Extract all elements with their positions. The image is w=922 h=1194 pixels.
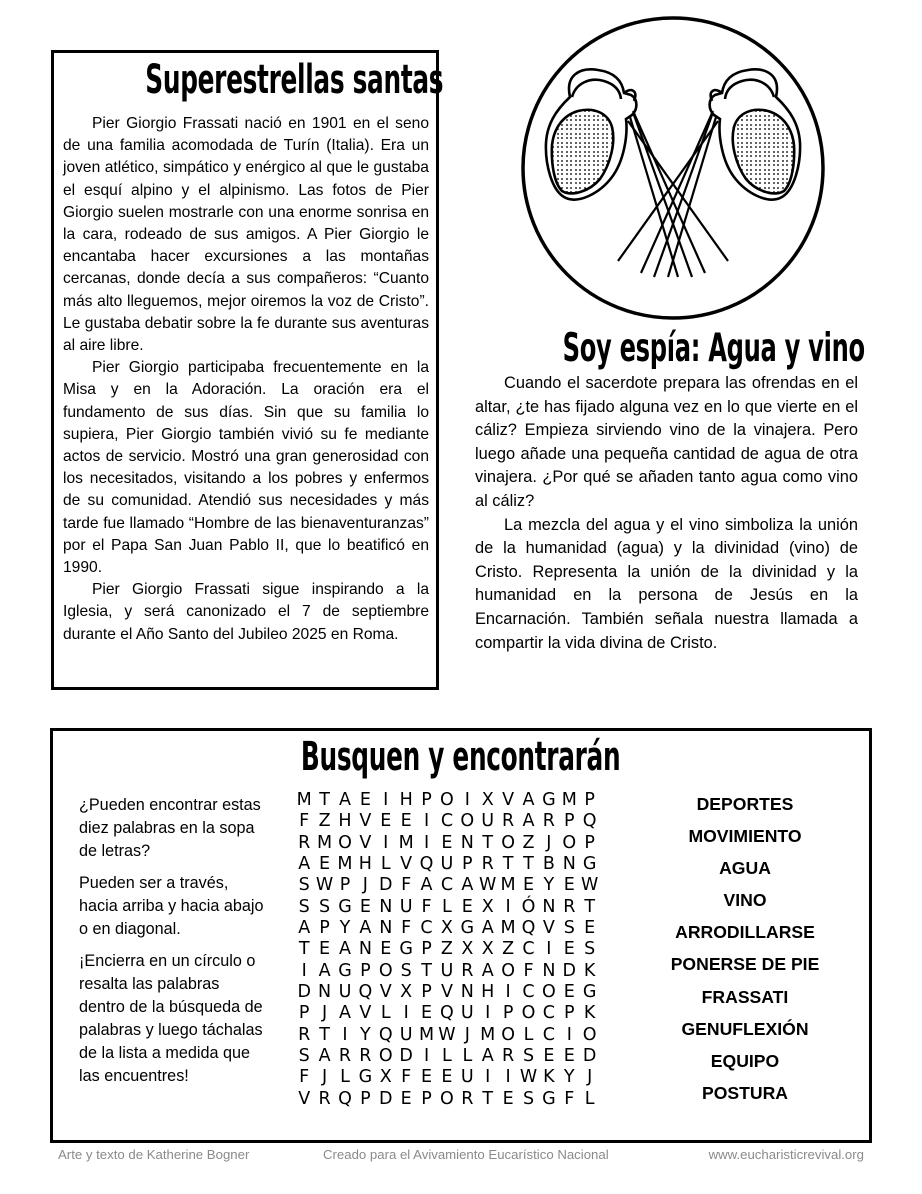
grid-letter[interactable]: I xyxy=(423,832,430,853)
grid-letter[interactable]: L xyxy=(442,1046,452,1067)
grid-letter[interactable]: Y xyxy=(339,918,351,939)
grid-letter[interactable]: K xyxy=(583,960,596,981)
grid-letter[interactable]: T xyxy=(298,939,310,960)
grid-letter[interactable]: P xyxy=(584,832,595,853)
saint-paragraph: Pier Giorgio participaba frecuentemente en la Misa y en la Adoración. La oración era el fundamento de sus días. Sin que su familia lo supiera, Pier Giorgio también vivió su fe mediante actos de servicio. Mostró una gran generosidad con los necesitados, visitando a los pobres y enfermos de su comunidad. Atendió sus necesidades y más tarde fue llamado “Hombre de las bienaventuranzas” por el Papa San Juan Pablo II, que lo beatificó en 1990. xyxy=(63,359,429,577)
grid-letter[interactable]: P xyxy=(502,1003,514,1024)
grid-letter[interactable]: X xyxy=(400,982,413,1003)
grid-letter[interactable]: O xyxy=(582,1024,597,1045)
grid-letter[interactable]: G xyxy=(460,918,475,939)
grid-letter[interactable]: V xyxy=(379,982,392,1003)
grid-letter[interactable]: M xyxy=(296,790,312,810)
grid-letter[interactable]: P xyxy=(421,1088,432,1109)
grid-letter[interactable]: X xyxy=(481,790,494,810)
grid-letter[interactable]: I xyxy=(383,790,389,810)
grid-letter[interactable]: E xyxy=(522,875,535,896)
grid-letter[interactable]: S xyxy=(298,875,310,896)
grid-letter[interactable]: N xyxy=(460,832,474,853)
grid-letter[interactable]: G xyxy=(542,790,556,810)
grid-letter[interactable]: E xyxy=(502,1088,514,1109)
footer-url: www.eucharisticrevival.org xyxy=(708,1147,864,1162)
grid-letter[interactable]: X xyxy=(481,939,494,960)
grid-letter[interactable]: G xyxy=(358,1067,373,1088)
grid-row xyxy=(294,961,600,982)
grid-letter[interactable]: O xyxy=(378,960,393,981)
grid-letter[interactable]: A xyxy=(359,918,372,939)
grid-letter[interactable]: R xyxy=(502,811,515,832)
grid-letter[interactable]: I xyxy=(403,1003,409,1024)
grid-letter[interactable]: I xyxy=(342,1024,348,1045)
grid-letter[interactable]: W xyxy=(315,875,334,896)
grid-letter[interactable]: I xyxy=(423,1046,430,1067)
grid-letter[interactable]: J xyxy=(546,832,552,853)
grid-letter[interactable]: N xyxy=(379,918,393,939)
word-list-item: MOVIMIENTO xyxy=(688,826,802,847)
grid-letter[interactable]: A xyxy=(338,939,351,960)
grid-letter[interactable]: S xyxy=(319,896,331,917)
grid-letter[interactable]: N xyxy=(542,960,556,981)
grid-letter[interactable]: P xyxy=(298,1003,310,1024)
grid-letter[interactable]: T xyxy=(502,854,514,875)
grid-letter[interactable]: A xyxy=(481,960,494,981)
grid-letter[interactable]: R xyxy=(502,1046,515,1067)
grid-letter[interactable]: D xyxy=(379,875,393,896)
spy-article-title: Soy espía: Agua y vino xyxy=(562,326,865,371)
grid-letter[interactable]: A xyxy=(420,875,433,896)
grid-letter[interactable]: S xyxy=(522,1088,535,1109)
grid-row xyxy=(294,1046,600,1067)
grid-row xyxy=(294,1067,600,1088)
grid-row xyxy=(294,811,600,832)
grid-letter[interactable]: X xyxy=(481,896,494,917)
grid-letter[interactable]: R xyxy=(359,1046,372,1067)
grid-letter[interactable]: M xyxy=(317,832,333,853)
grid-letter[interactable]: P xyxy=(462,854,473,875)
saint-article-body xyxy=(63,113,429,646)
word-list-item: AGUA xyxy=(719,858,771,879)
grid-letter[interactable]: E xyxy=(421,1003,433,1024)
grid-row xyxy=(294,833,600,854)
word-list-item: GENUFLEXIÓN xyxy=(681,1018,809,1039)
grid-letter[interactable]: T xyxy=(319,1024,330,1045)
grid-letter[interactable]: O xyxy=(440,1088,454,1109)
footer-created: Creado para el Avivamiento Eucarístico Nacional xyxy=(323,1147,609,1162)
grid-letter[interactable]: O xyxy=(440,790,454,810)
grid-letter[interactable]: P xyxy=(563,1003,575,1024)
grid-letter[interactable]: I xyxy=(505,982,511,1003)
grid-letter[interactable]: R xyxy=(563,896,576,917)
grid-letter[interactable]: F xyxy=(401,918,412,939)
word-list-item: POSTURA xyxy=(701,1082,789,1103)
grid-letter[interactable]: J xyxy=(322,1003,328,1024)
grid-letter[interactable]: W xyxy=(581,875,599,896)
grid-letter[interactable]: G xyxy=(542,1088,556,1109)
grid-letter[interactable]: A xyxy=(338,790,351,810)
grid-letter[interactable]: X xyxy=(379,1067,392,1088)
grid-letter[interactable]: L xyxy=(380,1003,391,1024)
grid-letter[interactable]: H xyxy=(358,854,372,875)
spy-article-body xyxy=(475,372,858,655)
grid-letter[interactable]: Y xyxy=(360,1024,371,1045)
grid-letter[interactable]: M xyxy=(398,832,414,853)
grid-letter[interactable]: Z xyxy=(502,939,515,960)
grid-letter[interactable]: J xyxy=(464,1024,470,1045)
grid-letter[interactable]: P xyxy=(421,939,432,960)
grid-letter[interactable]: N xyxy=(460,982,474,1003)
grid-letter[interactable]: T xyxy=(482,832,494,853)
grid-letter[interactable]: N xyxy=(562,854,576,875)
grid-letter[interactable]: C xyxy=(440,875,454,896)
grid-letter[interactable]: E xyxy=(400,811,412,832)
grid-letter[interactable]: P xyxy=(421,982,432,1003)
grid-letter[interactable]: R xyxy=(481,854,494,875)
grid-letter[interactable]: D xyxy=(582,1046,597,1067)
grid-letter[interactable]: D xyxy=(379,1088,393,1109)
grid-letter[interactable]: E xyxy=(441,832,453,853)
word-search-instructions xyxy=(79,794,269,1097)
grid-letter[interactable]: L xyxy=(380,854,391,875)
grid-row xyxy=(294,1003,600,1024)
grid-letter[interactable]: E xyxy=(584,918,596,939)
grid-letter[interactable]: H xyxy=(481,982,495,1003)
grid-row xyxy=(294,854,600,875)
word-list xyxy=(645,788,845,1109)
grid-letter[interactable]: I xyxy=(383,832,389,853)
grid-letter[interactable]: Z xyxy=(522,832,535,853)
grid-letter[interactable]: Z xyxy=(440,939,453,960)
grid-letter[interactable]: V xyxy=(359,811,372,832)
instruction-text: Pueden ser a través, hacia arriba y hacia abajo o en diagonal. xyxy=(79,874,264,938)
grid-letter[interactable]: P xyxy=(360,1088,371,1109)
grid-letter[interactable]: Ó xyxy=(521,896,536,917)
grid-letter[interactable]: E xyxy=(380,811,392,832)
grid-letter[interactable]: I xyxy=(423,811,430,832)
grid-letter[interactable]: E xyxy=(421,1067,433,1088)
instruction-text: ¡Encierra en un círculo o resalta las palabras dentro de la búsqueda de palabras y luego táchalas de la lista a medida que las encuentres! xyxy=(79,952,263,1085)
grid-letter[interactable]: L xyxy=(523,1024,534,1045)
grid-letter[interactable]: A xyxy=(318,960,331,981)
grid-letter[interactable]: E xyxy=(563,982,575,1003)
grid-letter[interactable]: Q xyxy=(378,1024,393,1045)
grid-letter[interactable]: M xyxy=(480,1024,496,1045)
grid-letter[interactable]: E xyxy=(441,1067,453,1088)
grid-letter[interactable]: I xyxy=(485,1067,491,1088)
word-search-title: Busquen y encontrarán xyxy=(301,734,621,780)
spy-paragraph: Cuando el sacerdote prepara las ofrendas en el altar, ¿te has fijado alguna vez en lo que vierte en el cáliz? Empieza sirviendo vino de la vinajera. Pero luego añade una pequeña cantidad de agua de otra vinajera. ¿Por qué se añaden tanto agua como vino al cáliz? xyxy=(475,374,858,510)
letter-grid xyxy=(294,790,600,1110)
grid-letter[interactable]: J xyxy=(362,875,368,896)
grid-row xyxy=(294,982,600,1003)
grid-letter[interactable]: Q xyxy=(582,811,597,832)
grid-letter[interactable]: A xyxy=(522,811,535,832)
grid-letter[interactable]: Q xyxy=(521,918,536,939)
grid-letter[interactable]: S xyxy=(522,1046,535,1067)
grid-letter[interactable]: S xyxy=(298,1046,310,1067)
grid-letter[interactable]: B xyxy=(542,854,555,875)
word-list-item: FRASSATI xyxy=(701,986,789,1007)
grid-letter[interactable]: F xyxy=(299,811,310,832)
grid-letter[interactable]: O xyxy=(460,811,475,832)
grid-letter[interactable]: E xyxy=(563,875,575,896)
grid-letter[interactable]: E xyxy=(380,939,392,960)
grid-letter[interactable]: V xyxy=(359,832,372,853)
grid-letter[interactable]: V xyxy=(440,982,453,1003)
grid-letter[interactable]: A xyxy=(461,875,474,896)
grid-letter[interactable]: V xyxy=(542,918,555,939)
grid-letter[interactable]: U xyxy=(460,1003,474,1024)
word-list-item: DEPORTES xyxy=(696,794,794,814)
grid-letter[interactable]: M xyxy=(561,790,577,810)
grid-letter[interactable]: L xyxy=(462,1046,473,1067)
saint-paragraph: Pier Giorgio Frassati nació en 1901 en el seno de una familia acomodada de Turín (Italia). Era un joven atlético, simpático y enérgico al que le gustaba el esquí alpino y el alpinismo. Las fotos de Pier Giorgio suelen mostrarle con una enorme sonrisa en la cara, rodeado de sus amigos. A Pier Giorgio le encantaba hacer excursiones a las montañas cercanas, donde decía a sus compañeros: “Cuanto más alto lleguemos, mejor oiremos la voz de Cristo”. Le gustaba debatir sobre la fe durante sus aventuras al aire libre. xyxy=(63,115,429,355)
grid-row xyxy=(294,1089,600,1110)
grid-letter[interactable]: I xyxy=(485,1003,491,1024)
grid-letter[interactable]: C xyxy=(542,1003,555,1024)
grid-letter[interactable]: D xyxy=(297,982,311,1003)
grid-letter[interactable]: E xyxy=(400,1088,412,1109)
grid-letter[interactable]: H xyxy=(399,790,413,810)
grid-letter[interactable]: F xyxy=(564,1088,575,1109)
grid-letter[interactable]: G xyxy=(582,982,597,1003)
grid-letter[interactable]: P xyxy=(339,875,351,896)
grid-row xyxy=(294,939,600,960)
grid-row xyxy=(294,897,600,918)
grid-letter[interactable]: W xyxy=(519,1067,538,1088)
grid-letter[interactable]: N xyxy=(542,896,556,917)
word-list-item: EQUIPO xyxy=(710,1050,780,1071)
grid-letter[interactable]: T xyxy=(319,790,330,810)
grid-letter[interactable]: E xyxy=(359,790,371,810)
footer-credit: Arte y texto de Katherine Bogner xyxy=(58,1147,250,1162)
grid-letter[interactable]: G xyxy=(338,896,352,917)
saint-article-box xyxy=(51,50,444,690)
grid-letter[interactable]: S xyxy=(563,918,575,939)
saint-article-title: Superestrellas santas xyxy=(145,57,444,103)
grid-letter[interactable]: S xyxy=(584,939,596,960)
grid-letter[interactable]: X xyxy=(461,939,474,960)
grid-letter[interactable]: U xyxy=(460,1067,474,1088)
grid-letter[interactable]: O xyxy=(562,832,577,853)
grid-letter[interactable]: A xyxy=(298,918,311,939)
grid-letter[interactable]: H xyxy=(338,811,352,832)
grid-letter[interactable]: U xyxy=(399,1024,413,1045)
grid-letter[interactable]: M xyxy=(500,918,516,939)
grid-letter[interactable]: I xyxy=(546,939,552,960)
grid-letter[interactable]: J xyxy=(587,1067,593,1088)
grid-letter[interactable]: Q xyxy=(338,1088,352,1109)
grid-letter[interactable]: I xyxy=(505,1067,511,1088)
grid-letter[interactable]: O xyxy=(338,832,352,853)
grid-letter[interactable]: F xyxy=(299,1067,310,1088)
grid-letter[interactable]: A xyxy=(298,854,311,875)
grid-letter[interactable]: P xyxy=(584,790,595,810)
saint-paragraph: Pier Giorgio Frassati sigue inspirando a la Iglesia, y será canonizado el 7 de septiembre durante el Año Santo del Jubileo 2025 en Roma. xyxy=(63,581,429,643)
grid-letter[interactable]: C xyxy=(440,811,454,832)
grid-letter[interactable]: J xyxy=(322,1067,328,1088)
grid-letter[interactable]: P xyxy=(360,960,371,981)
grid-letter[interactable]: T xyxy=(482,1088,494,1109)
grid-letter[interactable]: T xyxy=(523,854,534,875)
grid-letter[interactable]: F xyxy=(523,960,534,981)
grid-letter[interactable]: I xyxy=(464,790,470,810)
grid-letter[interactable]: P xyxy=(319,918,330,939)
grid-letter[interactable]: C xyxy=(522,982,535,1003)
grid-letter[interactable]: T xyxy=(421,960,432,981)
grid-letter[interactable]: F xyxy=(401,875,412,896)
grid-letter[interactable]: K xyxy=(583,1003,596,1024)
grid-letter[interactable]: K xyxy=(543,1067,555,1088)
grid-letter[interactable]: D xyxy=(399,1046,413,1067)
grid-letter[interactable]: E xyxy=(461,896,473,917)
grid-letter[interactable]: G xyxy=(338,960,352,981)
grid-letter[interactable]: F xyxy=(421,896,432,917)
grid-letter[interactable]: R xyxy=(298,832,311,853)
grid-letter[interactable]: M xyxy=(500,875,516,896)
grid-row xyxy=(294,918,600,939)
grid-row xyxy=(294,790,600,811)
word-search-box xyxy=(50,728,872,1143)
grid-letter[interactable]: L xyxy=(442,896,452,917)
grid-letter[interactable]: C xyxy=(420,918,433,939)
grid-letter[interactable]: Q xyxy=(419,854,434,875)
grid-letter[interactable]: R xyxy=(542,811,555,832)
grid-letter[interactable]: I xyxy=(505,896,511,917)
grid-letter[interactable]: N xyxy=(318,982,332,1003)
grid-letter[interactable]: Y xyxy=(563,1067,575,1088)
grid-letter[interactable]: T xyxy=(584,896,596,917)
grid-letter[interactable]: V xyxy=(298,1088,311,1109)
grid-letter[interactable]: O xyxy=(541,982,556,1003)
grid-letter[interactable]: M xyxy=(337,854,353,875)
grid-letter[interactable]: L xyxy=(340,1067,350,1088)
grid-letter[interactable]: Q xyxy=(358,982,373,1003)
grid-letter[interactable]: E xyxy=(359,896,371,917)
grid-letter[interactable]: Q xyxy=(440,1003,454,1024)
grid-letter[interactable]: L xyxy=(584,1088,595,1109)
grid-letter[interactable]: Z xyxy=(318,811,331,832)
grid-row xyxy=(294,875,600,896)
grid-letter[interactable]: O xyxy=(521,1003,536,1024)
grid-letter[interactable]: I xyxy=(301,960,307,981)
grid-letter[interactable]: G xyxy=(582,854,597,875)
word-list-item: PONERSE DE PIE xyxy=(670,954,820,975)
grid-letter[interactable]: F xyxy=(401,1067,412,1088)
footer xyxy=(58,1147,864,1167)
grid-letter[interactable]: A xyxy=(318,1046,331,1067)
grid-letter[interactable]: O xyxy=(501,832,515,853)
grid-row xyxy=(294,1025,600,1046)
grid-letter[interactable]: R xyxy=(318,1088,331,1109)
grid-letter[interactable]: R xyxy=(461,1088,474,1109)
grid-letter[interactable]: E xyxy=(563,1046,575,1067)
grid-letter[interactable]: E xyxy=(319,854,331,875)
spy-paragraph: La mezcla del agua y el vino simboliza la unión de la humanidad (agua) y la divinidad (vino) de Cristo. Representa la unión de la divinidad y la humanidad en la persona de Jesús en la Encarnación. También señala nuestra llamada a compartir la vida divina de Cristo. xyxy=(475,515,858,652)
grid-letter[interactable]: Y xyxy=(543,875,555,896)
grid-letter[interactable]: V xyxy=(359,1003,372,1024)
grid-letter[interactable]: D xyxy=(562,960,577,981)
grid-letter[interactable]: N xyxy=(379,896,393,917)
grid-letter[interactable]: O xyxy=(501,960,515,981)
grid-letter[interactable]: M xyxy=(418,1024,435,1045)
grid-letter[interactable]: E xyxy=(319,939,331,960)
grid-letter[interactable]: A xyxy=(481,918,494,939)
grid-letter[interactable]: S xyxy=(298,896,310,917)
grid-letter[interactable]: W xyxy=(479,875,497,896)
grid-letter[interactable]: P xyxy=(421,790,432,810)
grid-letter[interactable]: U xyxy=(481,811,495,832)
grid-letter[interactable]: E xyxy=(543,1046,555,1067)
grid-letter[interactable]: A xyxy=(338,1003,351,1024)
grid-letter[interactable]: W xyxy=(438,1024,456,1045)
grid-letter[interactable]: A xyxy=(522,790,535,810)
grid-letter[interactable]: G xyxy=(399,939,413,960)
grid-letter[interactable]: U xyxy=(338,982,352,1003)
grid-letter[interactable]: C xyxy=(522,939,535,960)
grid-letter[interactable]: U xyxy=(399,896,413,917)
grid-letter[interactable]: N xyxy=(358,939,372,960)
grid-letter[interactable]: U xyxy=(440,960,454,981)
grid-letter[interactable]: U xyxy=(440,854,454,875)
grid-letter[interactable]: S xyxy=(400,960,412,981)
grid-letter[interactable]: V xyxy=(502,790,515,810)
instruction-text: ¿Pueden encontrar estas diez palabras en la sopa de letras? xyxy=(79,796,261,860)
word-list-item: VINO xyxy=(723,890,767,911)
cruets-illustration xyxy=(520,15,826,321)
grid-letter[interactable]: P xyxy=(563,811,575,832)
grid-letter[interactable]: O xyxy=(378,1046,393,1067)
grid-letter[interactable]: R xyxy=(461,960,474,981)
grid-letter[interactable]: R xyxy=(298,1024,311,1045)
word-list-item: ARRODILLARSE xyxy=(675,922,815,943)
grid-letter[interactable]: R xyxy=(338,1046,352,1067)
grid-letter[interactable]: O xyxy=(501,1024,515,1045)
grid-letter[interactable]: E xyxy=(563,939,575,960)
grid-letter[interactable]: I xyxy=(566,1024,572,1045)
grid-letter[interactable]: X xyxy=(440,918,453,939)
grid-letter[interactable]: C xyxy=(542,1024,555,1045)
grid-letter[interactable]: A xyxy=(481,1046,494,1067)
grid-letter[interactable]: V xyxy=(400,854,413,875)
